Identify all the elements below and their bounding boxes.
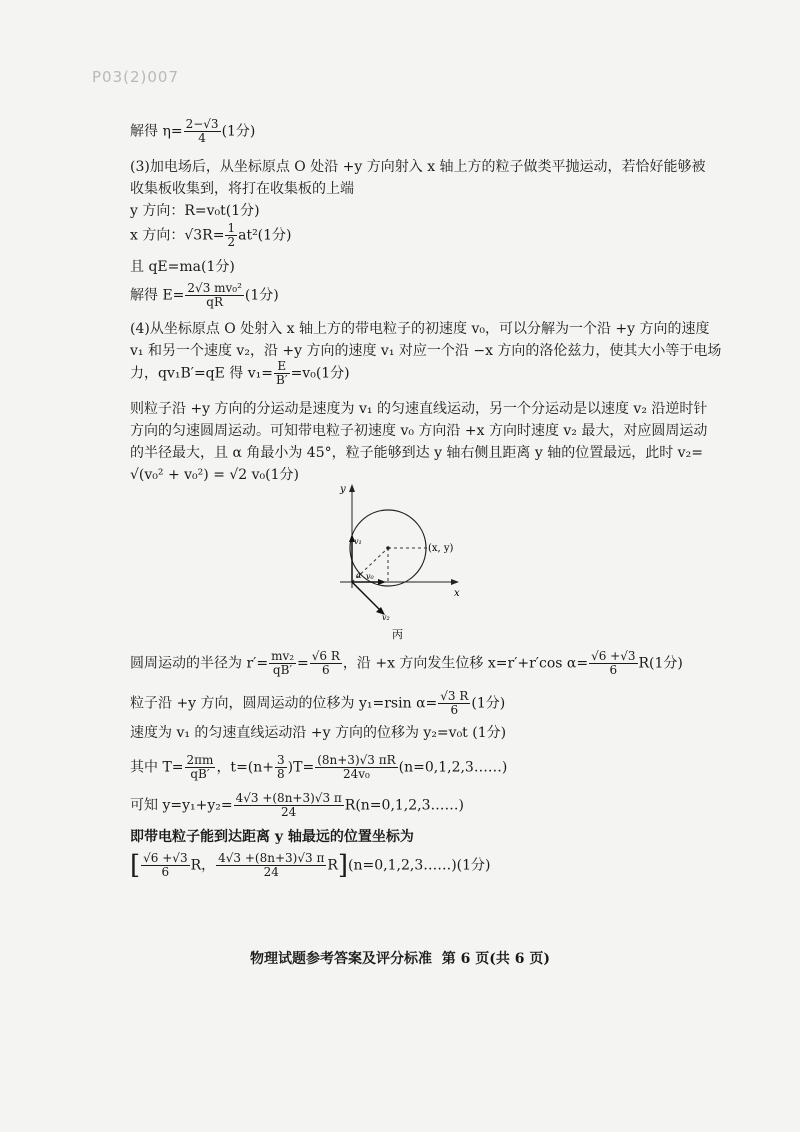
fraction: $\frac{4√3 +(8n+3)√3 \pi}{24}$	[235, 791, 342, 819]
footer-page-number: 第 6 页(共 6 页)	[441, 951, 550, 967]
page-footer	[0, 948, 800, 968]
fraction: $\frac{E}{B'}$	[276, 359, 288, 387]
diagram-caption: 丙	[392, 628, 403, 641]
x-axis-label: x	[454, 588, 460, 599]
line-part3-intro-cont: 收集板收集到，将打在收集板的上端	[130, 181, 354, 197]
faded-stamp: P03(2)007	[92, 68, 180, 86]
line-solve-e: 解得 E= $\frac{\text{2√3 mv₀²}}{qR}$ (1分)	[130, 281, 279, 309]
line-y2: 速度为 v₁ 的匀速直线运动沿 +y 方向的位移为 y₂=v₀t (1分)	[130, 725, 507, 741]
line-eta: 解得 η= $\frac{2-√3}{4}$ (1分)	[130, 117, 256, 145]
fraction: $\frac{3}{8}$	[277, 753, 285, 781]
line-coordinates: [ $\frac{√6 +√3}{6}$ R， $\frac{4√3 +(8n+3)√3 \pi}{24}$ R](n=0,1,2,3……)(1分)	[130, 850, 491, 881]
line-y1: 粒子沿 +y 方向，圆周运动的位移为 y₁=rsin α= $\frac{√3 R}{6}$ (1分)	[130, 689, 506, 717]
line-v2-value: √(v₀² + v₀²) = √2 v₀(1分)	[130, 467, 300, 483]
alpha-label: α	[356, 571, 362, 580]
fraction: $\frac{4√3 +(8n+3)√3 \pi}{24}$	[218, 851, 325, 879]
v2-label: v₂	[382, 613, 390, 622]
line-y-total: 可知 y=y₁+y₂= $\frac{4√3 +(8n+3)√3 \pi}{24}$ R(n=0,1,2,3……)	[130, 791, 464, 819]
fraction: $\frac{\text{2√3 mv₀²}}{qR}$	[187, 281, 242, 309]
footer-title: 物理试题参考答案及评分标准	[250, 951, 432, 967]
line-motion-desc1: 则粒子沿 +y 方向的分运动是速度为 v₁ 的匀速直线运动，另一个分运动是以速度 v₂ 沿逆时针	[130, 401, 708, 417]
line-motion-desc2: 方向的匀速圆周运动。可知带电粒子初速度 v₀ 方向沿 +x 方向时速度 v₂ 最大，对应圆周运动	[130, 423, 708, 439]
y-axis-label: y	[340, 484, 346, 495]
line-conclusion: 即带电粒子能到达距离 y 轴最远的位置坐标为	[130, 829, 414, 845]
line-qe-ma: 且 qE=ma(1分)	[130, 259, 235, 275]
line-part3-intro: (3)加电场后，从坐标原点 O 处沿 +y 方向射入 x 轴上方的粒子做类平抛运动，若恰好能够被	[130, 159, 706, 175]
fraction: $\frac{√6 +√3}{6}$	[143, 851, 188, 879]
fraction: $\frac{√6 +√3}{6}$	[591, 649, 636, 677]
line-y-direction: y 方向：R=v₀t(1分)	[130, 203, 260, 219]
line-x-direction: x 方向：√3R= $\frac{1}{2}$ at²(1分)	[130, 221, 292, 249]
fraction: $\frac{1}{2}$	[227, 221, 236, 249]
line-part4-cont1: v₁ 和另一个速度 v₂，沿 +y 方向的速度 v₁ 对应一个沿 −x 方向的洛伦兹力，使其大小等于电场	[130, 343, 722, 359]
line-part4-intro: (4)从坐标原点 O 处射入 x 轴上方的带电粒子的初速度 v₀，可以分解为一个沿 +y 方向的速度	[130, 321, 710, 337]
v1-label: v₁	[354, 537, 362, 546]
fraction: $\frac{2-√3}{4}$	[185, 117, 219, 145]
line-motion-desc3: 的半径最大，且 α 角最小为 45°，粒子能够到达 y 轴右侧且距离 y 轴的位置最远，此时 v₂=	[130, 445, 703, 461]
fraction: $\frac{√6 R}{6}$	[311, 649, 340, 677]
fraction: $\frac{2\pi m}{qB'}$	[186, 753, 214, 781]
fraction: $\frac{√3 R}{6}$	[440, 689, 469, 717]
fraction: $\frac{(8n+3)√3 \pi R}{\text{24v₀}}$	[317, 753, 396, 781]
circle-motion-diagram	[330, 478, 470, 658]
line-part4-cont2: 力，qv₁B′=qE 得 v₁= $\frac{E}{B'}$ =v₀(1分)	[130, 359, 350, 387]
point-label: (x, y)	[428, 543, 454, 554]
line-period: 其中 T= $\frac{2\pi m}{qB'}$ ，t=(n+ $\frac{3}{8}$ )T= $\frac{(8n+3)√3 \pi R}{\text{24v₀}}$ (n=0,1,2,3……)	[130, 753, 508, 781]
line-radius: 圆周运动的半径为 r′= $\frac{\text{mv₂}}{qB'}$ = $\frac{√6 R}{6}$ ，沿 +x 方向发生位移 x=r′+r′cos α= $\frac{√6 +√3}{6}$ R(1分)	[130, 649, 683, 677]
v0-label: v₀	[366, 572, 374, 581]
fraction: $\frac{\text{mv₂}}{qB'}$	[271, 649, 295, 677]
